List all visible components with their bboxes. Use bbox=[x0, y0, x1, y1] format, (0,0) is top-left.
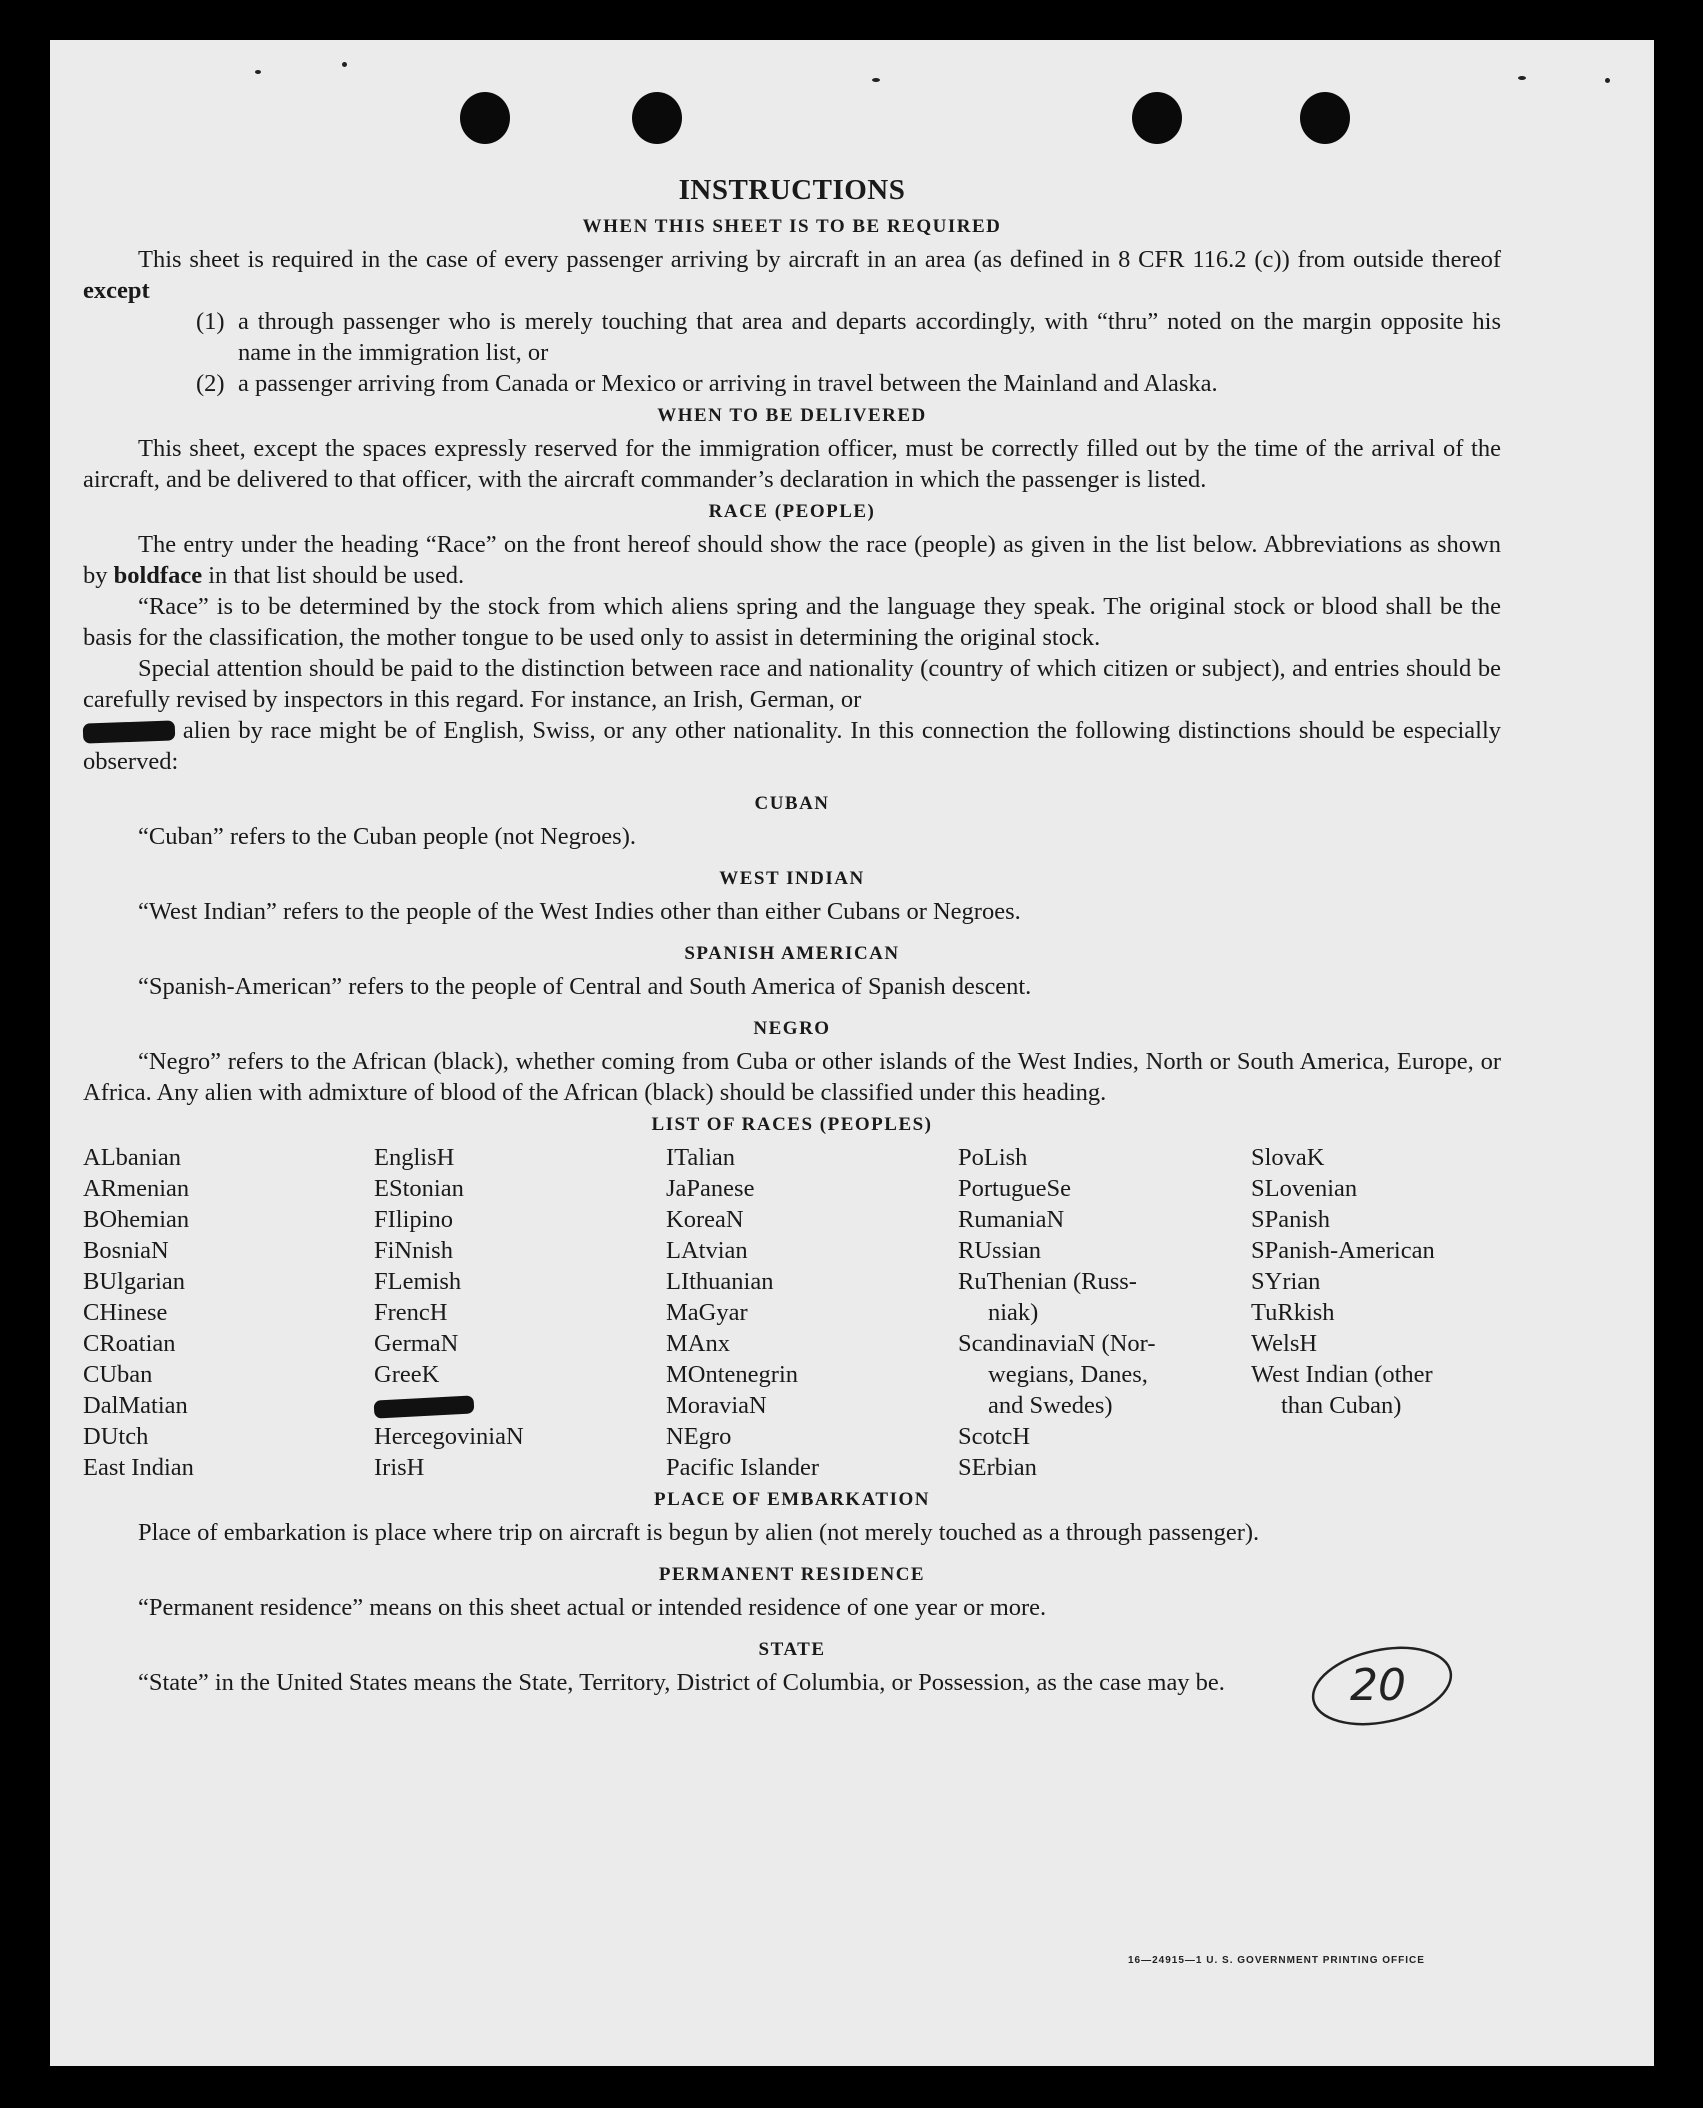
section-heading: NEGRO bbox=[753, 1018, 831, 1039]
race-entry: TuRkish bbox=[1251, 1299, 1335, 1326]
item-text: a through passenger who is merely touching that area and departs accordingly, with “thru” noted on the margin opposite his name in the immigration list, or bbox=[238, 308, 1501, 366]
list-item bbox=[196, 306, 1501, 368]
item-number: (1) bbox=[196, 308, 225, 335]
section-heading: WHEN THIS SHEET IS TO BE REQUIRED bbox=[582, 216, 1002, 237]
delivered-text: This sheet, except the spaces expressly reserved for the immigration officer, must be correctly filled out by the time of the arrival of the aircraft, and be delivered to that officer, with the aircraft commander’s declaration in which the passenger is listed. bbox=[83, 435, 1501, 493]
race-entry: East Indian bbox=[83, 1454, 194, 1481]
race-entry: EnglisH bbox=[374, 1144, 455, 1171]
race-entry-continued: and Swedes) bbox=[988, 1392, 1113, 1419]
race-entry: SlovaK bbox=[1251, 1144, 1325, 1171]
races-column bbox=[666, 1142, 958, 1483]
race-entry: ScandinaviaN (Nor- bbox=[958, 1330, 1156, 1357]
race-entry: Pacific Islander bbox=[666, 1454, 820, 1481]
race-entry-continued: wegians, Danes, bbox=[988, 1361, 1148, 1388]
race-entry: JaPanese bbox=[666, 1175, 755, 1202]
punch-hole bbox=[1132, 92, 1182, 144]
race-entry: LIthuanian bbox=[666, 1268, 774, 1295]
race-entry: WelsH bbox=[1251, 1330, 1318, 1357]
race-entry: ALbanian bbox=[83, 1144, 181, 1171]
races-column bbox=[83, 1142, 374, 1483]
section-heading: SPANISH AMERICAN bbox=[684, 943, 900, 964]
except-word: except bbox=[83, 277, 150, 304]
residence-text: “Permanent residence” means on this sheet actual or intended residence of one year or more. bbox=[138, 1594, 1047, 1621]
race-entry: BOhemian bbox=[83, 1206, 190, 1233]
races-column bbox=[1251, 1142, 1501, 1483]
race-entry-continued: than Cuban) bbox=[1281, 1392, 1402, 1419]
item-text: a passenger arriving from Canada or Mexico or arriving in travel between the Mainland and Alaska. bbox=[238, 370, 1218, 397]
races-column bbox=[958, 1142, 1251, 1483]
scan-speck bbox=[1605, 78, 1610, 83]
handwritten-number-circle bbox=[1302, 1638, 1462, 1738]
printing-office-footer: 16—24915—1 U. S. GOVERNMENT PRINTING OFFICE bbox=[1128, 1955, 1425, 1966]
boldface-word: boldface bbox=[113, 562, 203, 589]
race-entry: CHinese bbox=[83, 1299, 168, 1326]
punch-hole bbox=[460, 92, 510, 144]
section-heading: PLACE OF EMBARKATION bbox=[654, 1489, 930, 1510]
scan-speck bbox=[255, 70, 261, 74]
race-entry-continued: niak) bbox=[988, 1299, 1039, 1326]
race-entry: BosniaN bbox=[83, 1237, 169, 1264]
section-heading: WEST INDIAN bbox=[719, 868, 865, 889]
section-heading: STATE bbox=[758, 1639, 826, 1660]
section-heading: CUBAN bbox=[754, 793, 830, 814]
state-text: “State” in the United States means the State, Territory, District of Columbia, or Possession, as the case may be. bbox=[138, 1669, 1225, 1696]
race-entry-redacted bbox=[374, 1390, 666, 1421]
race-entry: GreeK bbox=[374, 1361, 440, 1388]
races-list bbox=[83, 1142, 1501, 1483]
cuban-text: “Cuban” refers to the Cuban people (not Negroes). bbox=[138, 823, 636, 850]
race-entry: DalMatian bbox=[83, 1392, 188, 1419]
race-entry: KoreaN bbox=[666, 1206, 744, 1233]
list-item bbox=[196, 368, 1501, 399]
race-paragraph-2: “Race” is to be determined by the stock from which aliens spring and the language they speak. The original stock or blood shall be the basis for the classification, the mother tongue to be used only to assist in determining the original stock. bbox=[83, 593, 1501, 651]
section-heading: LIST OF RACES (PEOPLES) bbox=[651, 1114, 933, 1135]
race-entry: NEgro bbox=[666, 1423, 732, 1450]
race-entry: SYrian bbox=[1251, 1268, 1321, 1295]
section-heading: RACE (PEOPLE) bbox=[708, 501, 876, 522]
race-entry: SPanish-American bbox=[1251, 1237, 1435, 1264]
race-entry: FLemish bbox=[374, 1268, 462, 1295]
race-entry: SErbian bbox=[958, 1454, 1037, 1481]
punch-hole bbox=[632, 92, 682, 144]
document-sheet bbox=[50, 40, 1654, 2066]
race-entry: DUtch bbox=[83, 1423, 149, 1450]
race-entry: CRoatian bbox=[83, 1330, 176, 1357]
item-number: (2) bbox=[196, 370, 225, 397]
race-entry: RUssian bbox=[958, 1237, 1042, 1264]
redaction-mark bbox=[83, 721, 176, 744]
race-entry: West Indian (other bbox=[1251, 1361, 1433, 1388]
page-title: INSTRUCTIONS bbox=[678, 174, 906, 206]
scan-speck bbox=[872, 78, 880, 82]
race-entry: MAnx bbox=[666, 1330, 730, 1357]
race-text: Special attention should be paid to the distinction between race and nationality (country of which citizen or subject), and entries should be carefully revised by inspectors in this regard. For instance, an Irish, German, or bbox=[83, 655, 1501, 713]
scan-speck bbox=[342, 62, 347, 67]
section-heading: WHEN TO BE DELIVERED bbox=[657, 405, 927, 426]
race-entry: RumaniaN bbox=[958, 1206, 1065, 1233]
race-text: alien by race might be of English, Swiss, or any other nationality. In this connection the following distinctions should be especially observed: bbox=[83, 717, 1502, 775]
race-paragraph-1 bbox=[83, 529, 1501, 591]
negro-text: “Negro” refers to the African (black), whether coming from Cuba or other islands of the West Indies, North or South America, Europe, or Africa. Any alien with admixture of blood of the African (black) should be classified under this heading. bbox=[83, 1048, 1501, 1106]
race-entry: MaGyar bbox=[666, 1299, 748, 1326]
punch-hole bbox=[1300, 92, 1350, 144]
redaction-mark bbox=[374, 1396, 475, 1419]
race-entry: HercegoviniaN bbox=[374, 1423, 524, 1450]
race-entry: ScotcH bbox=[958, 1423, 1031, 1450]
spanish-american-text: “Spanish-American” refers to the people of Central and South America of Spanish descent. bbox=[138, 973, 1032, 1000]
race-entry: FiNnish bbox=[374, 1237, 453, 1264]
scan-speck bbox=[1518, 76, 1526, 80]
race-entry: MoraviaN bbox=[666, 1392, 767, 1419]
west-indian-text: “West Indian” refers to the people of the West Indies other than either Cubans or Negroes. bbox=[138, 898, 1021, 925]
instructions-content bbox=[83, 170, 1501, 1698]
race-entry: GermaN bbox=[374, 1330, 459, 1357]
race-entry: EStonian bbox=[374, 1175, 464, 1202]
race-entry: LAtvian bbox=[666, 1237, 748, 1264]
race-entry: SPanish bbox=[1251, 1206, 1330, 1233]
race-entry: MOntenegrin bbox=[666, 1361, 798, 1388]
race-entry: ARmenian bbox=[83, 1175, 190, 1202]
race-entry: IrisH bbox=[374, 1454, 425, 1481]
race-entry: BUlgarian bbox=[83, 1268, 186, 1295]
race-text: in that list should be used. bbox=[208, 562, 465, 589]
race-entry: RuThenian (Russ- bbox=[958, 1268, 1137, 1295]
race-entry: FrencH bbox=[374, 1299, 448, 1326]
race-text: The entry under the heading “Race” on the front hereof should show the race (people) as given in the list below. Abbreviations as shown by bbox=[83, 531, 1501, 589]
section-heading: PERMANENT RESIDENCE bbox=[658, 1564, 926, 1585]
race-entry: PortugueSe bbox=[958, 1175, 1071, 1202]
required-intro bbox=[83, 244, 1501, 306]
race-entry: SLovenian bbox=[1251, 1175, 1358, 1202]
race-entry: PoLish bbox=[958, 1144, 1028, 1171]
race-entry: CUban bbox=[83, 1361, 153, 1388]
race-entry: ITalian bbox=[666, 1144, 736, 1171]
handwritten-number: 20 bbox=[1350, 1660, 1406, 1711]
races-column bbox=[374, 1142, 666, 1483]
race-entry: FIlipino bbox=[374, 1206, 453, 1233]
required-intro-text: This sheet is required in the case of every passenger arriving by aircraft in an area (as defined in 8 CFR 116.2 (c)) from outside thereof bbox=[138, 246, 1501, 273]
race-paragraph-3 bbox=[83, 653, 1501, 777]
embarkation-text: Place of embarkation is place where trip on aircraft is begun by alien (not merely touched as a through passenger). bbox=[138, 1519, 1260, 1546]
